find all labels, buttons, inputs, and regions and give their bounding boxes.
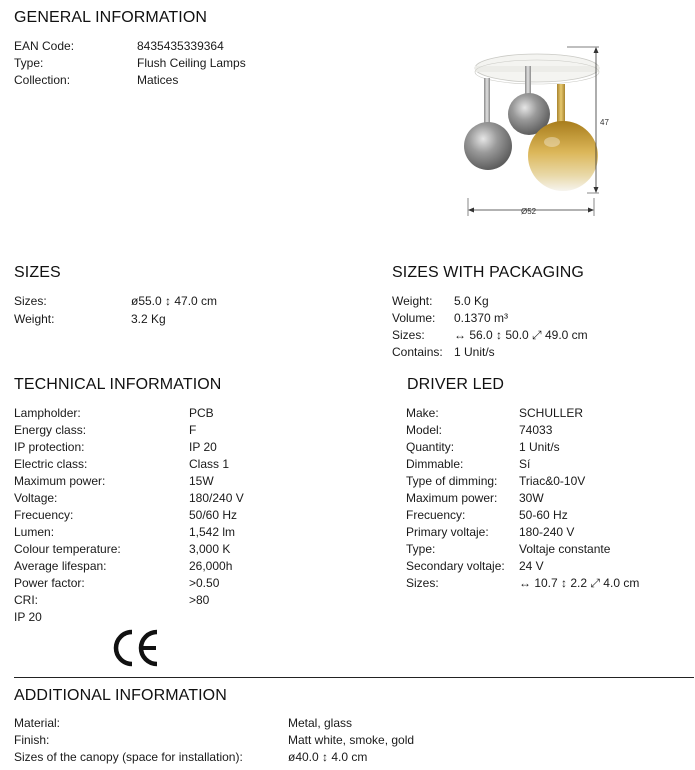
row-label: Model: xyxy=(406,423,443,437)
row-label: Maximum power: xyxy=(406,491,498,505)
row-label: Contains: xyxy=(392,345,443,359)
row-value: 74033 xyxy=(519,423,553,437)
row-label: Colour temperature: xyxy=(14,542,121,556)
row-label: Material: xyxy=(14,716,61,730)
row-value: 50/60 Hz xyxy=(189,508,238,522)
row-label: Collection: xyxy=(14,73,71,87)
rod-middle xyxy=(525,66,531,96)
row-label: Electric class: xyxy=(14,457,88,471)
row-value: 24 V xyxy=(519,559,544,573)
rod-left xyxy=(484,78,490,126)
row-label: Sizes: xyxy=(14,294,47,308)
row-value: SCHULLER xyxy=(519,406,584,420)
section-divider xyxy=(14,677,694,678)
row-value: ↔ 56.0 ↕ 50.0 ⤢ 49.0 cm xyxy=(454,328,588,342)
row-label: Average lifespan: xyxy=(14,559,107,573)
row-value: ↔ 10.7 ↕ 2.2 ⤢ 4.0 cm xyxy=(519,576,640,590)
row-label: Maximum power: xyxy=(14,474,106,488)
row-value: >80 xyxy=(189,593,210,607)
row-label: IP protection: xyxy=(14,440,85,454)
row-label: EAN Code: xyxy=(14,39,75,53)
row-label: Make: xyxy=(406,406,439,420)
row-label: Quantity: xyxy=(406,440,455,454)
smoke-globe-left xyxy=(464,122,512,170)
row-label: Sizes: xyxy=(406,576,439,590)
row-label: Secondary voltaje: xyxy=(406,559,505,573)
row-value: 5.0 Kg xyxy=(454,294,489,308)
row-value: F xyxy=(189,423,197,437)
row-value: 3.2 Kg xyxy=(131,312,166,326)
row-label: Weight: xyxy=(14,312,55,326)
height-label: 47 xyxy=(600,118,609,127)
additional-title: ADDITIONAL INFORMATION xyxy=(14,687,227,704)
row-value: 50-60 Hz xyxy=(519,508,568,522)
row-label: Sizes: xyxy=(392,328,425,342)
row-value: Voltaje constante xyxy=(519,542,611,556)
row-label: Frecuency: xyxy=(406,508,466,522)
row-label: Lampholder: xyxy=(14,406,81,420)
row-value: Flush Ceiling Lamps xyxy=(137,56,246,70)
row-value: 180/240 V xyxy=(189,491,244,505)
row-label: Dimmable: xyxy=(406,457,464,471)
row-label: Energy class: xyxy=(14,423,87,437)
row-label: Sizes of the canopy (space for installation): xyxy=(14,750,243,764)
product-image xyxy=(455,38,625,223)
packaging-title: SIZES WITH PACKAGING xyxy=(392,264,584,281)
row-label: Frecuency: xyxy=(14,508,74,522)
row-label: Weight: xyxy=(392,294,433,308)
row-label: Volume: xyxy=(392,311,436,325)
row-value: >0.50 xyxy=(189,576,220,590)
row-value: Sí xyxy=(519,457,531,471)
row-label: Lumen: xyxy=(14,525,55,539)
general-title: GENERAL INFORMATION xyxy=(14,9,208,26)
technical-title: TECHNICAL INFORMATION xyxy=(14,376,222,393)
row-value: 30W xyxy=(519,491,544,505)
row-value: 8435435339364 xyxy=(137,39,224,53)
canopy-edge xyxy=(475,66,599,72)
row-value: Metal, glass xyxy=(288,716,353,730)
width-label: Ø52 xyxy=(521,207,537,216)
row-label: IP 20 xyxy=(14,610,42,624)
row-value: 1 Unit/s xyxy=(519,440,560,454)
sizes-title: SIZES xyxy=(14,264,61,281)
row-label: Finish: xyxy=(14,733,50,747)
row-value: ø40.0 ↕ 4.0 cm xyxy=(288,750,368,764)
row-value: PCB xyxy=(189,406,214,420)
ce-mark-icon xyxy=(112,628,162,668)
gold-globe xyxy=(528,121,598,191)
row-value: 26,000h xyxy=(189,559,233,573)
row-value: 0.1370 m³ xyxy=(454,311,509,325)
driver-title: DRIVER LED xyxy=(407,376,505,393)
row-label: Voltage: xyxy=(14,491,58,505)
row-label: CRI: xyxy=(14,593,38,607)
row-value: Matt white, smoke, gold xyxy=(288,733,415,747)
row-value: 15W xyxy=(189,474,214,488)
row-label: Type: xyxy=(14,56,44,70)
row-value: ø55.0 ↕ 47.0 cm xyxy=(131,294,218,308)
row-value: 180-240 V xyxy=(519,525,575,539)
row-value: Triac&0-10V xyxy=(519,474,586,488)
row-label: Power factor: xyxy=(14,576,85,590)
row-value: 3,000 K xyxy=(189,542,231,556)
row-label: Type of dimming: xyxy=(406,474,498,488)
row-label: Primary voltaje: xyxy=(406,525,489,539)
row-value: Class 1 xyxy=(189,457,230,471)
row-value: 1 Unit/s xyxy=(454,345,495,359)
row-value: 1,542 lm xyxy=(189,525,236,539)
row-value: Matices xyxy=(137,73,179,87)
row-value: IP 20 xyxy=(189,440,217,454)
row-label: Type: xyxy=(406,542,436,556)
